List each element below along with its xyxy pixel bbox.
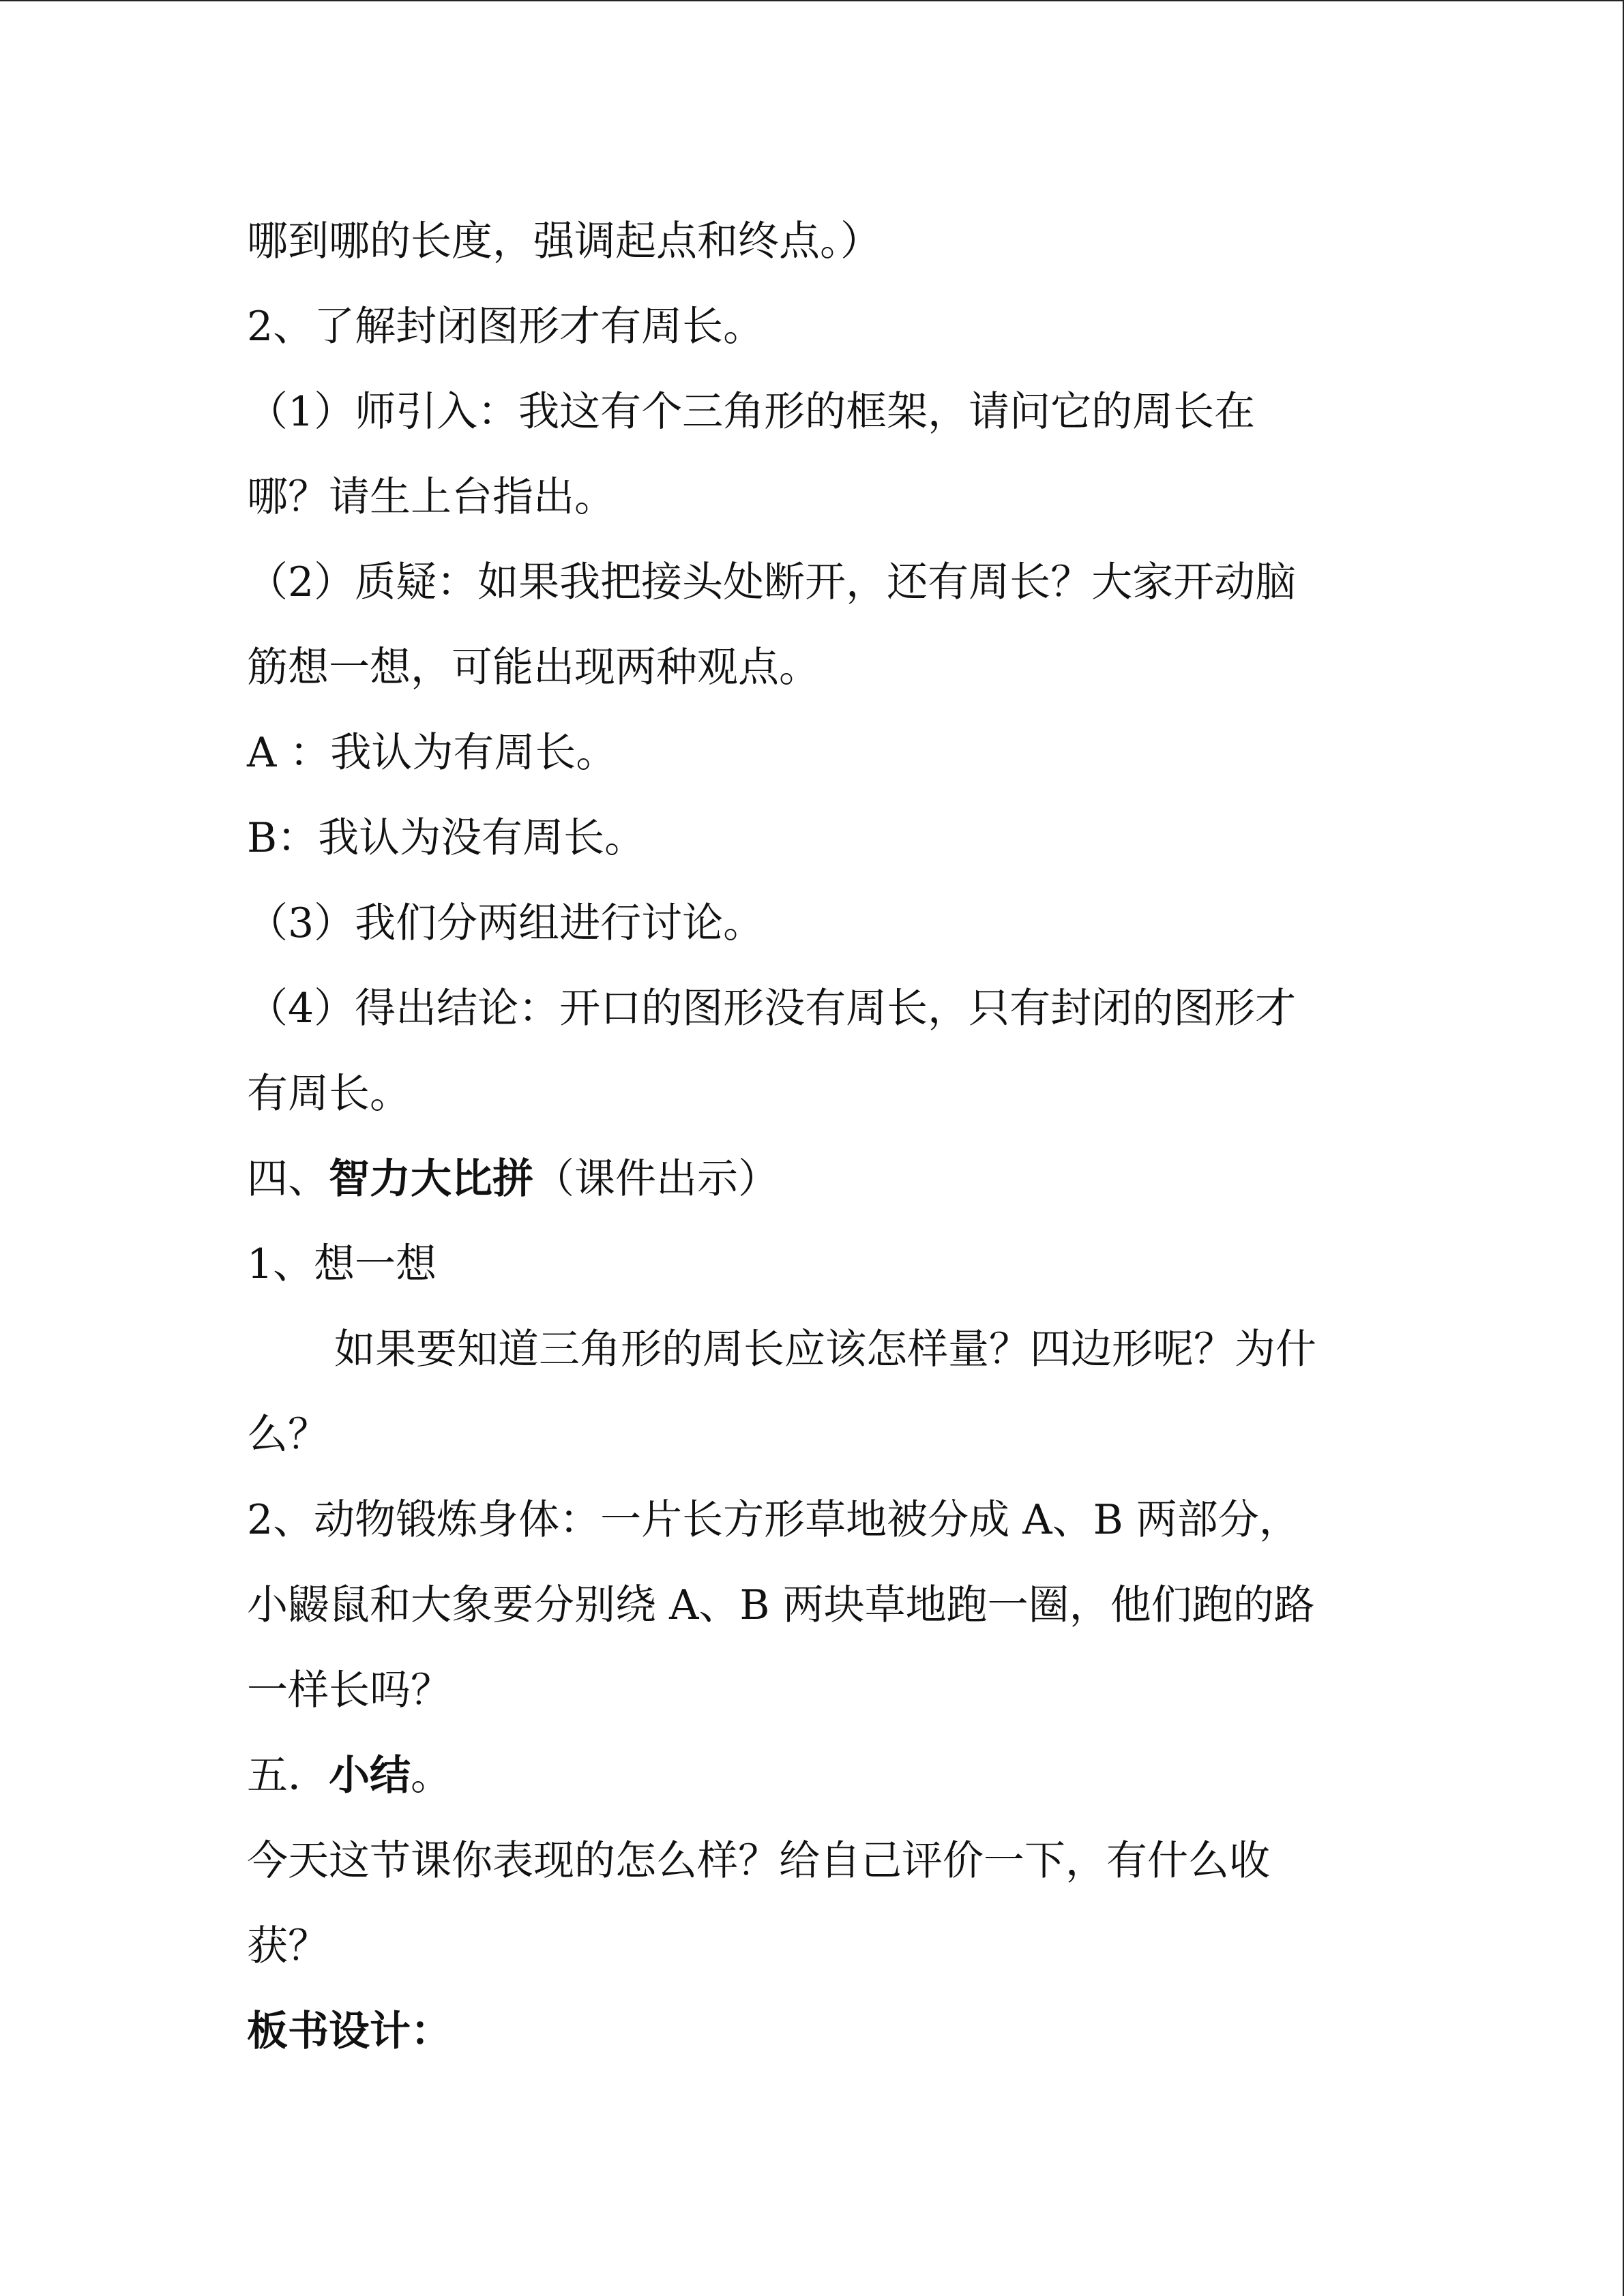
text-line: 今天这节课你表现的怎么样？给自己评价一下，有什么收 [247,1837,1270,1885]
text-line: 如果要知道三角形的周长应该怎样量？四边形呢？为什 [334,1326,1316,1373]
text-line: （1）师引入：我这有个三角形的框架，请问它的周长在 [247,388,1256,436]
section-title: 智力大比拼 [329,1155,533,1203]
text-line: 一样长吗？ [247,1667,452,1714]
section-number: 五． [247,1752,329,1800]
subheading-closed-shapes: 2、了解封闭图形才有周长。 [247,303,765,351]
text-line: 筋想一想，可能出现两种观点。 [247,644,820,691]
text-line: A ：我认为有周长。 [247,729,617,777]
section-heading-4 [247,1152,779,1206]
section-end: 。 [411,1752,452,1800]
section-heading-5 [247,1748,452,1803]
text-line: B：我认为没有周长。 [247,814,646,862]
text-line: 小鼹鼠和大象要分别绕 A、B 两块草地跑一圈，他们跑的路 [247,1581,1315,1629]
section-note: （课件出示） [533,1155,779,1203]
section-title: 小结 [329,1752,411,1800]
text-line: 获？ [247,1922,329,1970]
text-line: 2、动物锻炼身体：一片长方形草地被分成 A、B 两部分， [247,1496,1300,1544]
text-line: （3）我们分两组进行讨论。 [247,899,765,947]
section-number: 四、 [247,1155,329,1203]
text-line: （4）得出结论：开口的图形没有周长，只有封闭的图形才 [247,985,1297,1032]
text-line: 有周长。 [247,1070,411,1118]
text-line: 哪到哪的长度，强调起点和终点。） [247,218,881,265]
text-line: 哪？请生上台指出。 [247,473,615,521]
text-line: 么？ [247,1411,329,1459]
board-design-heading: 板书设计： [247,2008,452,2055]
subheading-think: 1、想一想 [247,1240,437,1288]
text-line: （2）质疑：如果我把接头处断开，还有周长？大家开动脑 [247,558,1297,606]
